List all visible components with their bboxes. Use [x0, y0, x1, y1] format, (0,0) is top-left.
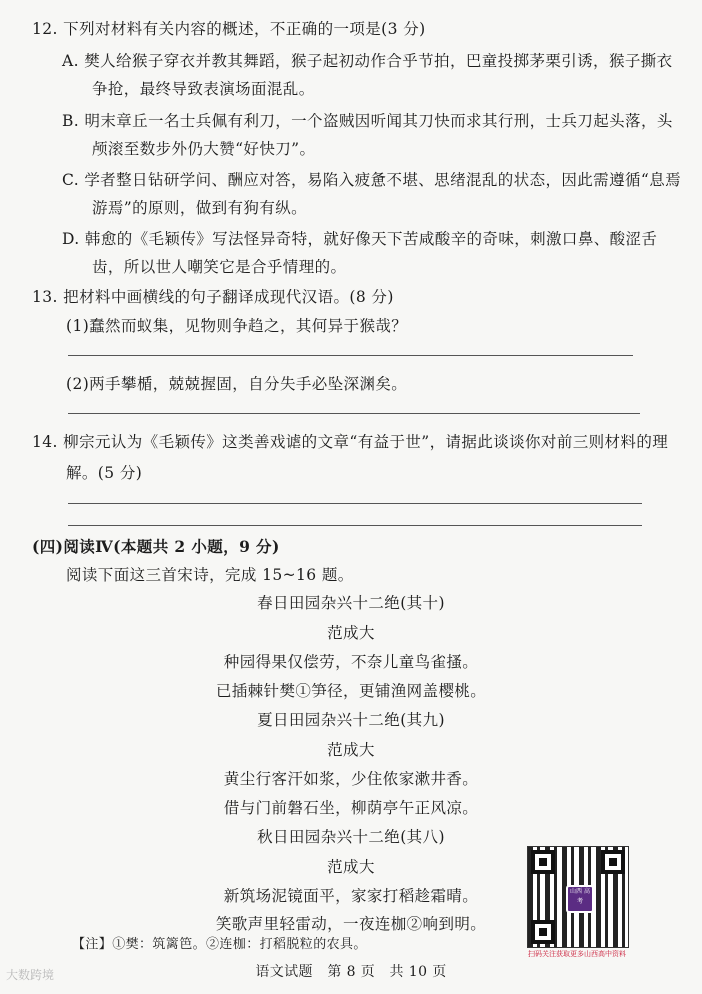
q12-option-c-cont: 游焉”的原则，做到有狗有纵。 [92, 199, 308, 217]
section4-heading: (四)阅读Ⅳ(本题共 2 小题，9 分) [32, 537, 280, 556]
q14-stem-cont: 解。(5 分) [66, 464, 143, 482]
q12-stem: 12. 下列对材料有关内容的概述，不正确的一项是(3 分) [32, 20, 426, 38]
answer-line [68, 355, 633, 356]
poem-title: 秋日田园杂兴十二绝(其八) [257, 828, 445, 846]
q12-option-b-cont: 颅滚至数步外仍大赞“好快刀”。 [92, 140, 316, 158]
q12-option-b: B. 明末章丘一名士兵佩有利刀，一个盗贼因听闻其刀快而求其行刑，士兵刀起头落，头 [62, 112, 673, 130]
poem-author: 范成大 [327, 741, 375, 759]
q12-option-a: A. 樊人给猴子穿衣并教其舞蹈，猴子起初动作合乎节拍，巴童投掷茅栗引诱，猴子撕衣 [62, 52, 673, 70]
answer-line [68, 503, 642, 504]
poem-title: 春日田园杂兴十二绝(其十) [257, 594, 445, 612]
section4-intro: 阅读下面这三首宋诗，完成 15~16 题。 [66, 566, 354, 584]
q14-stem: 14. 柳宗元认为《毛颖传》这类善戏谑的文章“有益于世”，请据此谈谈你对前三则材料的理 [32, 433, 669, 451]
q12-option-a-cont: 争抢，最终导致表演场面混乱。 [92, 80, 315, 98]
qr-finder [531, 920, 555, 944]
poem-line: 黄尘行客汗如浆，少住侬家漱井香。 [223, 770, 479, 788]
q12-option-c: C. 学者整日钻研学问、酬应对答，易陷入疲惫不堪、思绪混乱的状态，因此需遵循“息焉 [62, 171, 681, 189]
q13-item-1: (1)蠢然而蚁集，见物则争趋之，其何异于猴哉？ [66, 317, 408, 335]
q13-item-2: (2)两手攀楯，兢兢握固，自分失手必坠深渊矣。 [66, 375, 408, 393]
q13-stem: 13. 把材料中画横线的句子翻译成现代汉语。(8 分) [32, 288, 394, 306]
qr-finder [601, 850, 625, 874]
qr-finder [531, 850, 555, 874]
answer-line [68, 525, 642, 526]
footnote: 【注】①樊：筑篱笆。②连枷：打稻脱粒的农具。 [72, 937, 367, 952]
q12-option-d: D. 韩愈的《毛颖传》写法怪异奇特，就好像天下苦咸酸辛的奇味，刺激口鼻、酸涩舌 [62, 230, 658, 248]
q12-option-d-cont: 齿，所以世人嘲笑它是合乎情理的。 [92, 258, 347, 276]
poem-title: 夏日田园杂兴十二绝(其九) [257, 711, 445, 729]
qr-code[interactable] [528, 847, 628, 947]
poem-line: 笑歌声里轻雷动，一夜连枷②响到明。 [215, 915, 487, 933]
poem-author: 范成大 [327, 858, 375, 876]
qr-logo-badge: 山西 高考 [566, 885, 594, 913]
watermark-logo: 大数跨境 [6, 968, 55, 982]
poem-line: 新筑场泥镜面平，家家打稻趁霜晴。 [223, 887, 479, 905]
answer-line [68, 413, 640, 414]
poem-line: 借与门前磐石坐，柳荫亭午正风凉。 [223, 799, 479, 817]
qr-caption: 扫码关注获取更多山西高中资料 [528, 950, 626, 958]
poem-line: 已插棘针樊①笋径，更铺渔网盖樱桃。 [215, 682, 487, 700]
page-footer: 语文试题 第 8 页 共 10 页 [255, 964, 447, 980]
poem-author: 范成大 [327, 624, 375, 642]
poem-line: 种园得果仅偿劳，不奈儿童鸟雀搔。 [223, 653, 479, 671]
